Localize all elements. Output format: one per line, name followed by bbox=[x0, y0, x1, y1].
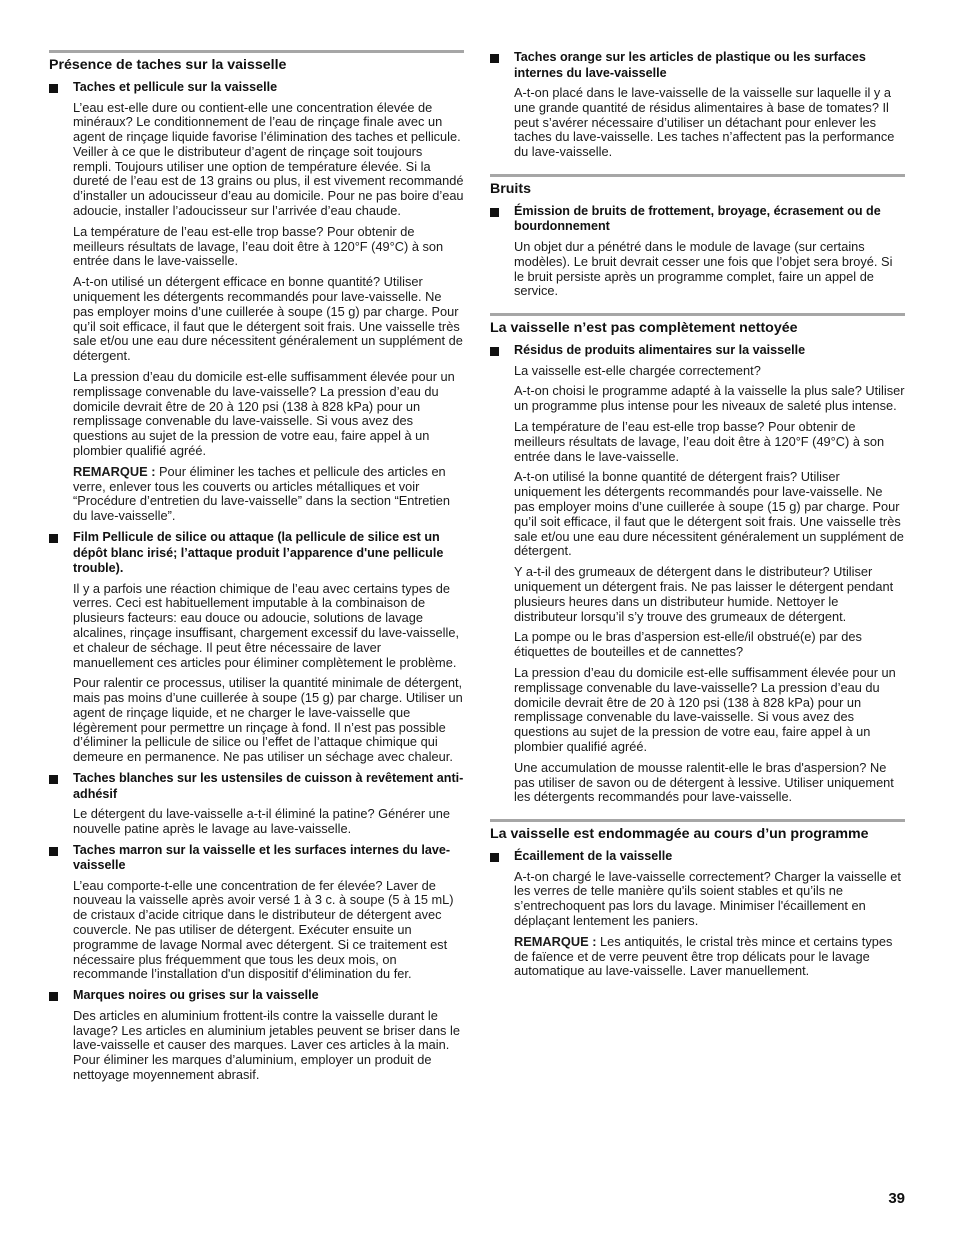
bullet-title: Marques noires ou grises sur la vaisselle bbox=[73, 988, 319, 1003]
square-bullet-icon bbox=[490, 853, 499, 862]
paragraph: L’eau comporte-t-elle une concentration de fer élevée? Laver de nouveau la vaisselle après avoir versé 1 à 3 c. à soupe (5 à 15 mL) de cristaux d’acide citrique dans le distributeur de détergent avec couvercle. Ne pas utiliser de détergent. Exécuter ensuite un programme de lavage Normal avec détergent. Si ce traitement est nécessaire plus fréquemment que tous les deux mois, on recommande l’installation d'un dispositif d'élimination du fer. bbox=[73, 877, 454, 982]
square-bullet-icon bbox=[49, 534, 58, 543]
square-bullet-icon bbox=[490, 347, 499, 356]
page-number: 39 bbox=[888, 1190, 905, 1207]
bullet-chipping bbox=[490, 849, 905, 865]
section-rule bbox=[490, 819, 905, 822]
note-text: Les antiquités, le cristal très mince et certains types de faïence et de verre peuvent être trop délicats pour le lavage automatique au lave-vaisselle. Laver manuellement. bbox=[514, 933, 893, 979]
bullet-title: Écaillement de la vaisselle bbox=[514, 849, 673, 864]
bullet-title: Film Pellicule de silice ou attaque (la pellicule de silice est un dépôt blanc irisé; l’attaque produit l’apparence d'une pellicule trouble). bbox=[73, 530, 444, 576]
section-title-not-clean: La vaisselle n’est pas complètement nettoyée bbox=[490, 320, 798, 337]
note-label: REMARQUE : bbox=[514, 933, 597, 949]
section-rule bbox=[490, 313, 905, 316]
paragraph: La vaisselle est-elle chargée correctement? bbox=[514, 362, 761, 378]
square-bullet-icon bbox=[49, 992, 58, 1001]
note-text: Pour éliminer les taches et pellicule des articles en verre, enlever tous les couverts ou articles métalliques et voir “Procédure d’entretien du lave-vaisselle” dans la section “Entretien du lave-vaisselle”. bbox=[73, 463, 450, 524]
paragraph: L’eau est-elle dure ou contient-elle une concentration élevée de minéraux? Le conditionnement de l’eau de rinçage finale avec un agent de rinçage liquide favorise l’élimination des taches et pellicule. Veiller à ce que le distributeur d’agent de rinçage soit toujours rempli. Toujours utiliser une option de température élevée. Si la dureté de l’eau est de 13 grains ou plus, il est vivement recommandé d’installer un adoucisseur d’eau au domicile. Pour ne pas boire d’eau adoucie, installer l’adoucisseur sur l’arrivée d’eau chaude. bbox=[73, 99, 464, 219]
bullet-spots-film bbox=[49, 80, 464, 96]
section-title-stains: Présence de taches sur la vaisselle bbox=[49, 57, 287, 73]
bullet-title: Émission de bruits de frottement, broyage, écrasement ou de bourdonnement bbox=[514, 203, 881, 234]
paragraph: A-t-on placé dans le lave-vaisselle de la vaisselle sur laquelle il y a une grande quantité de résidus alimentaires à base de tomates? Il peut s’avérer nécessaire d’utiliser un détachant pour enlever les taches du lave-vaisselle. Les taches n’affectent pas la performance du lave-vaisselle. bbox=[514, 85, 895, 160]
section-rule bbox=[490, 174, 905, 177]
note-paragraph bbox=[514, 935, 905, 979]
paragraph: La température de l’eau est-elle trop basse? Pour obtenir de meilleurs résultats de lavage, l’eau doit être à 120°F (49°C) à son entrée dans le lave-vaisselle. bbox=[73, 223, 444, 269]
bullet-orange-stains bbox=[490, 50, 905, 81]
paragraph: A-t-on chargé le lave-vaisselle correctement? Charger la vaisselle et les verres de telle manière qu'ils soient stables et qu’ils ne s’entrechoquent pas lors du lavage. Minimiser l'écaillement en déplaçant lentement les paniers. bbox=[514, 868, 901, 929]
bullet-title: Taches orange sur les articles de plastique ou les surfaces internes du lave-vaisselle bbox=[514, 50, 866, 80]
note-label: REMARQUE : bbox=[73, 463, 156, 479]
bullet-title: Taches blanches sur les ustensiles de cuisson à revêtement anti-adhésif bbox=[73, 771, 464, 801]
bullet-silica-film bbox=[49, 530, 464, 577]
paragraph: La pompe ou le bras d’aspersion est-elle/il obstrué(e) par des étiquettes de bouteilles et de cannettes? bbox=[514, 629, 862, 660]
paragraph: La pression d’eau du domicile est-elle suffisamment élevée pour un remplissage convenable du lave-vaisselle? La pression d’eau du domicile devrait être de 20 à 120 psi (138 à 828 kPa) pour un remplissage convenable du lave-vaisselle. Si vous avez des questions au sujet de la pression de votre eau, faire appel à un plombier qualifié agréé. bbox=[73, 369, 455, 459]
paragraph: A-t-on choisi le programme adapté à la vaisselle la plus sale? Utiliser un programme plus intense pour les niveaux de saleté plus intense. bbox=[514, 383, 905, 414]
square-bullet-icon bbox=[490, 54, 499, 63]
note-paragraph bbox=[73, 465, 464, 524]
right-column bbox=[490, 50, 905, 985]
paragraph: A-t-on utilisé la bonne quantité de détergent frais? Utiliser uniquement les détergents recommandés pour lave-vaisselle. Ne pas employer moins d’une cuillerée à soupe (15 g) par charge. Pour qu’il soit efficace, il faut que le détergent soit frais. Une vaisselle très sale et/ou une eau dure nécessitent généralement un supplément de détergent. bbox=[514, 469, 904, 559]
square-bullet-icon bbox=[49, 847, 58, 856]
paragraph: Une accumulation de mousse ralentit-elle le bras d'aspersion? Ne pas utiliser de savon ou de détergent à lessive. Utiliser uniquement les détergents recommandés pour lave-vaisselle. bbox=[514, 759, 894, 805]
paragraph: Un objet dur a pénétré dans le module de lavage (sur certains modèles). Le bruit devrait cesser une fois que l’objet sera broyé. Si le bruit persiste après un programme complet, faire un appel de service. bbox=[514, 238, 893, 299]
section-title-noise: Bruits bbox=[490, 180, 531, 197]
paragraph: A-t-on utilisé un détergent efficace en bonne quantité? Utiliser uniquement les détergents recommandés pour lave-vaisselle. Ne pas employer moins d’une cuillerée à soupe (15 g) par charge. Pour qu’il soit efficace, il faut que le détergent soit frais. Une vaisselle très sale et/ou une eau dure nécessitent généralement un supplément de détergent. bbox=[73, 274, 463, 364]
square-bullet-icon bbox=[490, 208, 499, 217]
paragraph: Pour ralentir ce processus, utiliser la quantité minimale de détergent, mais pas moins d’une cuillerée à soupe (15 g) par charge. Utiliser un agent de rinçage liquide, et ne charger le lave-vaisselle que légèrement pour permettre un rinçage à fond. Il n’est pas possible d’éliminer la pellicule de silice ou l’effet de l’attaque chimique qui demeure en permanence. Ne pas utiliser un séchage avec chaleur. bbox=[73, 675, 463, 765]
paragraph: Des articles en aluminium frottent-ils contre la vaisselle durant le lavage? Les articles en aluminium jetables peuvent se briser dans le lave-vaisselle et causer des marques. Laver ces articles à la main. Pour éliminer les marques d’aluminium, employer un produit de nettoyage moyennement abrasif. bbox=[73, 1007, 460, 1082]
paragraph: La pression d’eau du domicile est-elle suffisamment élevée pour un remplissage convenable du lave-vaisselle? La pression d’eau du domicile devrait être de 20 à 120 psi (138 à 828 kPa) pour un remplissage convenable du lave-vaisselle. Si vous avez des questions au sujet de la pression de votre eau, faire appel à un plombier qualifié agréé. bbox=[514, 665, 896, 754]
bullet-title: Taches et pellicule sur la vaisselle bbox=[73, 80, 278, 94]
bullet-food-residue bbox=[490, 343, 905, 359]
paragraph: La température de l’eau est-elle trop basse? Pour obtenir de meilleurs résultats de lavage, l’eau doit être à 120°F (49°C) à son entrée dans le lave-vaisselle. bbox=[514, 419, 885, 464]
square-bullet-icon bbox=[49, 775, 58, 784]
square-bullet-icon bbox=[49, 84, 58, 93]
left-column bbox=[49, 50, 464, 1089]
section-rule bbox=[49, 50, 464, 53]
bullet-white-spots bbox=[49, 771, 464, 802]
bullet-title: Résidus de produits alimentaires sur la vaisselle bbox=[514, 343, 806, 358]
paragraph: Il y a parfois une réaction chimique de l’eau avec certains types de verres. Ceci est habituellement imputable à la combinaison de plusieurs facteurs: eau douce ou adoucie, solutions de lavage alcalines, rinçage insuffisant, chargement excessif du lave-vaisselle, et chaleur de séchage. Il peut être nécessaire de laver manuellement ces articles pour éliminer complètement le problème. bbox=[73, 580, 459, 670]
bullet-brown-stains bbox=[49, 843, 464, 874]
bullet-noise bbox=[490, 204, 905, 235]
section-title-damaged: La vaisselle est endommagée au cours d’un programme bbox=[490, 826, 869, 843]
paragraph: Y a-t-il des grumeaux de détergent dans le distributeur? Utiliser uniquement un détergent frais. Ne pas laisser le détergent pendant plusieurs heures dans un distributeur humide. Nettoyer le distributeur lorsqu’il s’y trouve des grumeaux de détergent. bbox=[514, 564, 894, 624]
bullet-black-marks bbox=[49, 988, 464, 1004]
paragraph: Le détergent du lave-vaisselle a-t-il éliminé la patine? Générer une nouvelle patine après le lavage au lave-vaisselle. bbox=[73, 806, 451, 836]
bullet-title: Taches marron sur la vaisselle et les surfaces internes du lave-vaisselle bbox=[73, 842, 451, 873]
